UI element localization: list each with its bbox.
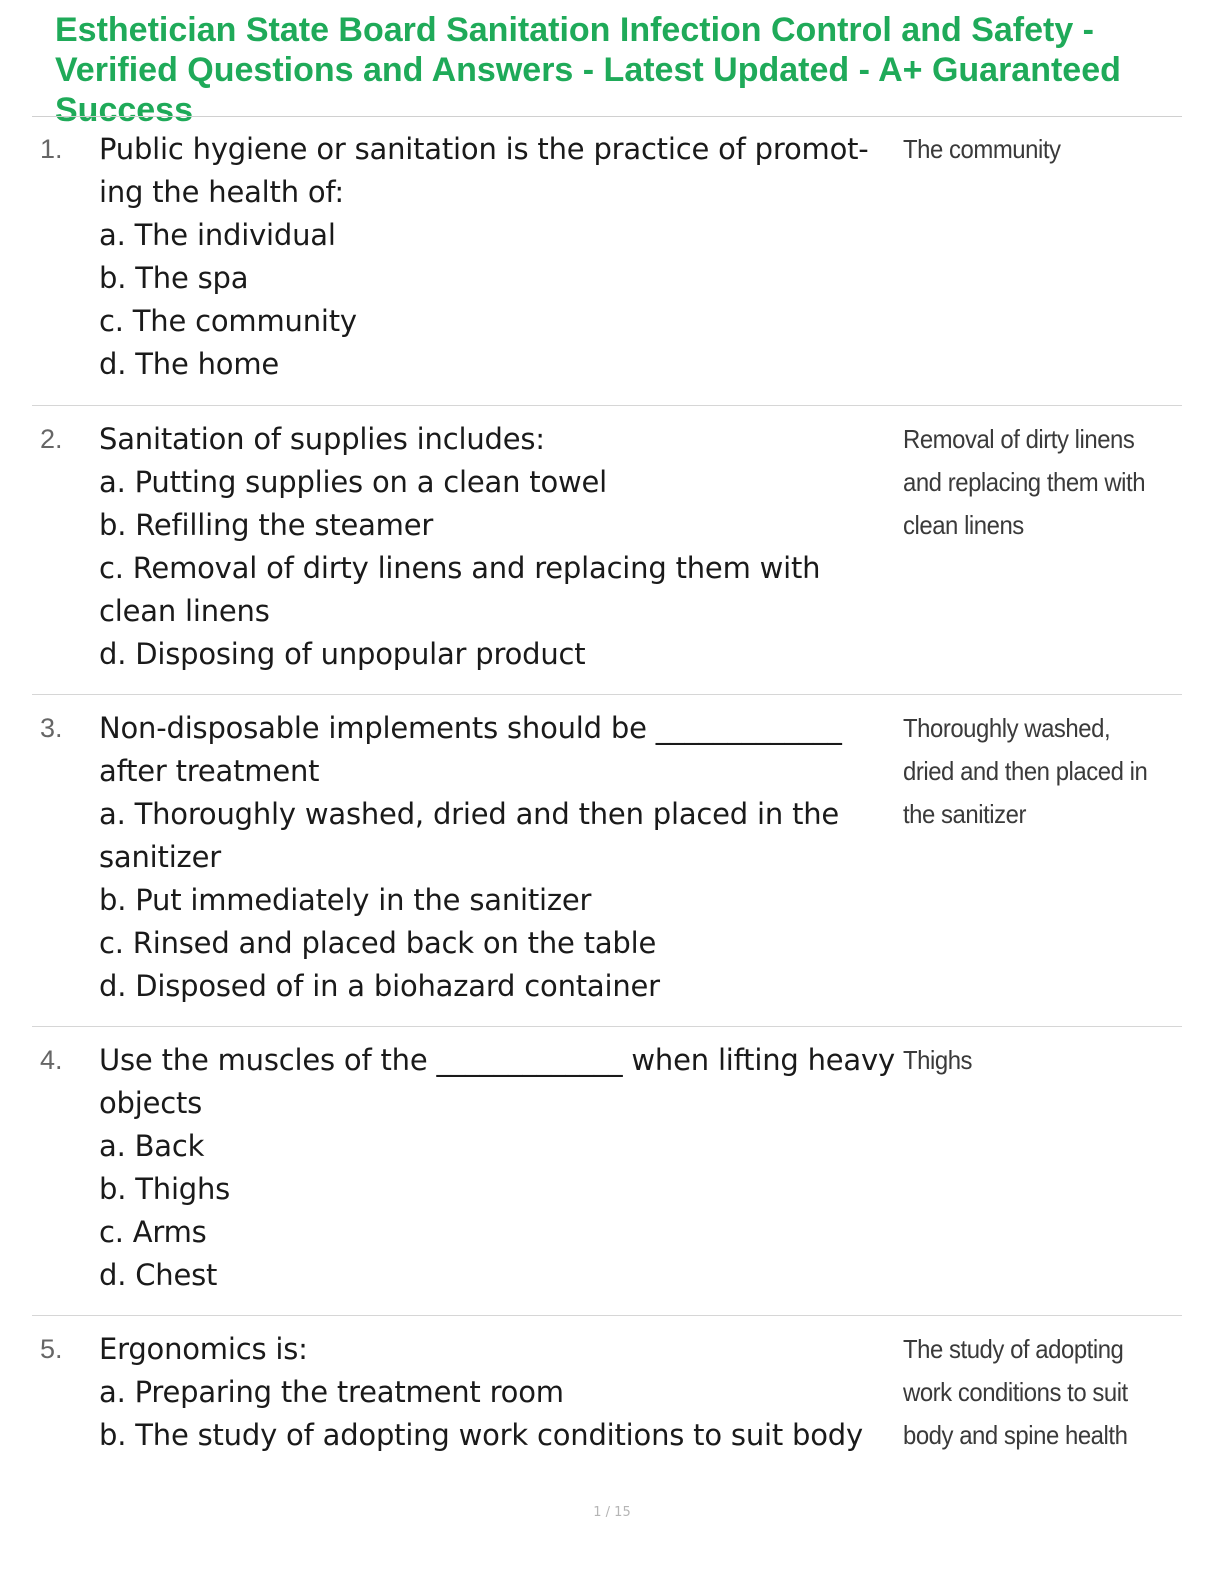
answer-text: The community	[903, 134, 1061, 164]
question-text	[99, 128, 899, 386]
answer-option-a: a. Thoroughly washed, dried and then placed in the sanitizer	[99, 797, 840, 874]
question-number: 1.	[40, 134, 63, 164]
question-text	[99, 418, 899, 676]
question-stem: Use the muscles of the _____________ when lifting heavy objects	[99, 1043, 895, 1120]
question-number: 5.	[40, 1334, 63, 1364]
page-indicator: 1 / 15	[593, 1505, 631, 1520]
answer-option-d: d. The home	[99, 347, 280, 381]
question-divider	[32, 1315, 1182, 1316]
question-divider	[32, 405, 1182, 406]
answer-option-b: b. Thighs	[99, 1172, 231, 1206]
question-stem: Non-disposable implements should be _____________ after treatment	[99, 711, 842, 788]
question-number: 2.	[40, 424, 63, 454]
document-title: Esthetician State Board Sanitation Infection Control and Safety - Verified Questions and Answers - Latest Updated - A+ Guaranteed Success	[55, 11, 1121, 129]
answer-option-a: a. Putting supplies on a clean towel	[99, 465, 608, 499]
answer-option-c: c. The community	[99, 304, 357, 338]
answer-option-a: a. Back	[99, 1129, 205, 1163]
question-text	[99, 1328, 899, 1457]
answer-option-b: b. The spa	[99, 261, 249, 295]
answer-option-d: d. Chest	[99, 1258, 218, 1292]
question-text	[99, 707, 899, 1008]
answer-option-c: c. Rinsed and placed back on the table	[99, 926, 657, 960]
answer-text: Thighs	[903, 1045, 973, 1075]
answer-option-c: c. Removal of dirty linens and replacing them with clean linens	[99, 551, 821, 628]
title-divider	[32, 116, 1182, 117]
answer-option-b: b. Refilling the steamer	[99, 508, 434, 542]
answer-option-a: a. Preparing the treatment room	[99, 1375, 564, 1409]
question-stem: Sanitation of supplies includes:	[99, 422, 545, 456]
question-divider	[32, 694, 1182, 695]
answer-text: Removal of dirty linens and replacing them with clean linens	[903, 424, 1146, 540]
answer-option-b: b. The study of adopting work conditions to suit body	[99, 1418, 863, 1452]
answer-option-b: b. Put immediately in the sanitizer	[99, 883, 592, 917]
question-stem: Ergonomics is:	[99, 1332, 308, 1366]
answer-option-d: d. Disposed of in a biohazard container	[99, 969, 660, 1003]
answer-text: The study of adopting work conditions to suit body and spine health	[903, 1334, 1128, 1450]
answer-text: Thoroughly washed, dried and then placed in the sanitizer	[903, 713, 1148, 829]
answer-option-c: c. Arms	[99, 1215, 207, 1249]
question-divider	[32, 1026, 1182, 1027]
answer-option-a: a. The individual	[99, 218, 336, 252]
question-stem: Public hygiene or sanitation is the practice of promot-ing the health of:	[99, 132, 869, 209]
question-number: 4.	[40, 1045, 63, 1075]
question-number: 3.	[40, 713, 63, 743]
answer-option-d: d. Disposing of unpopular product	[99, 637, 586, 671]
question-text	[99, 1039, 899, 1297]
